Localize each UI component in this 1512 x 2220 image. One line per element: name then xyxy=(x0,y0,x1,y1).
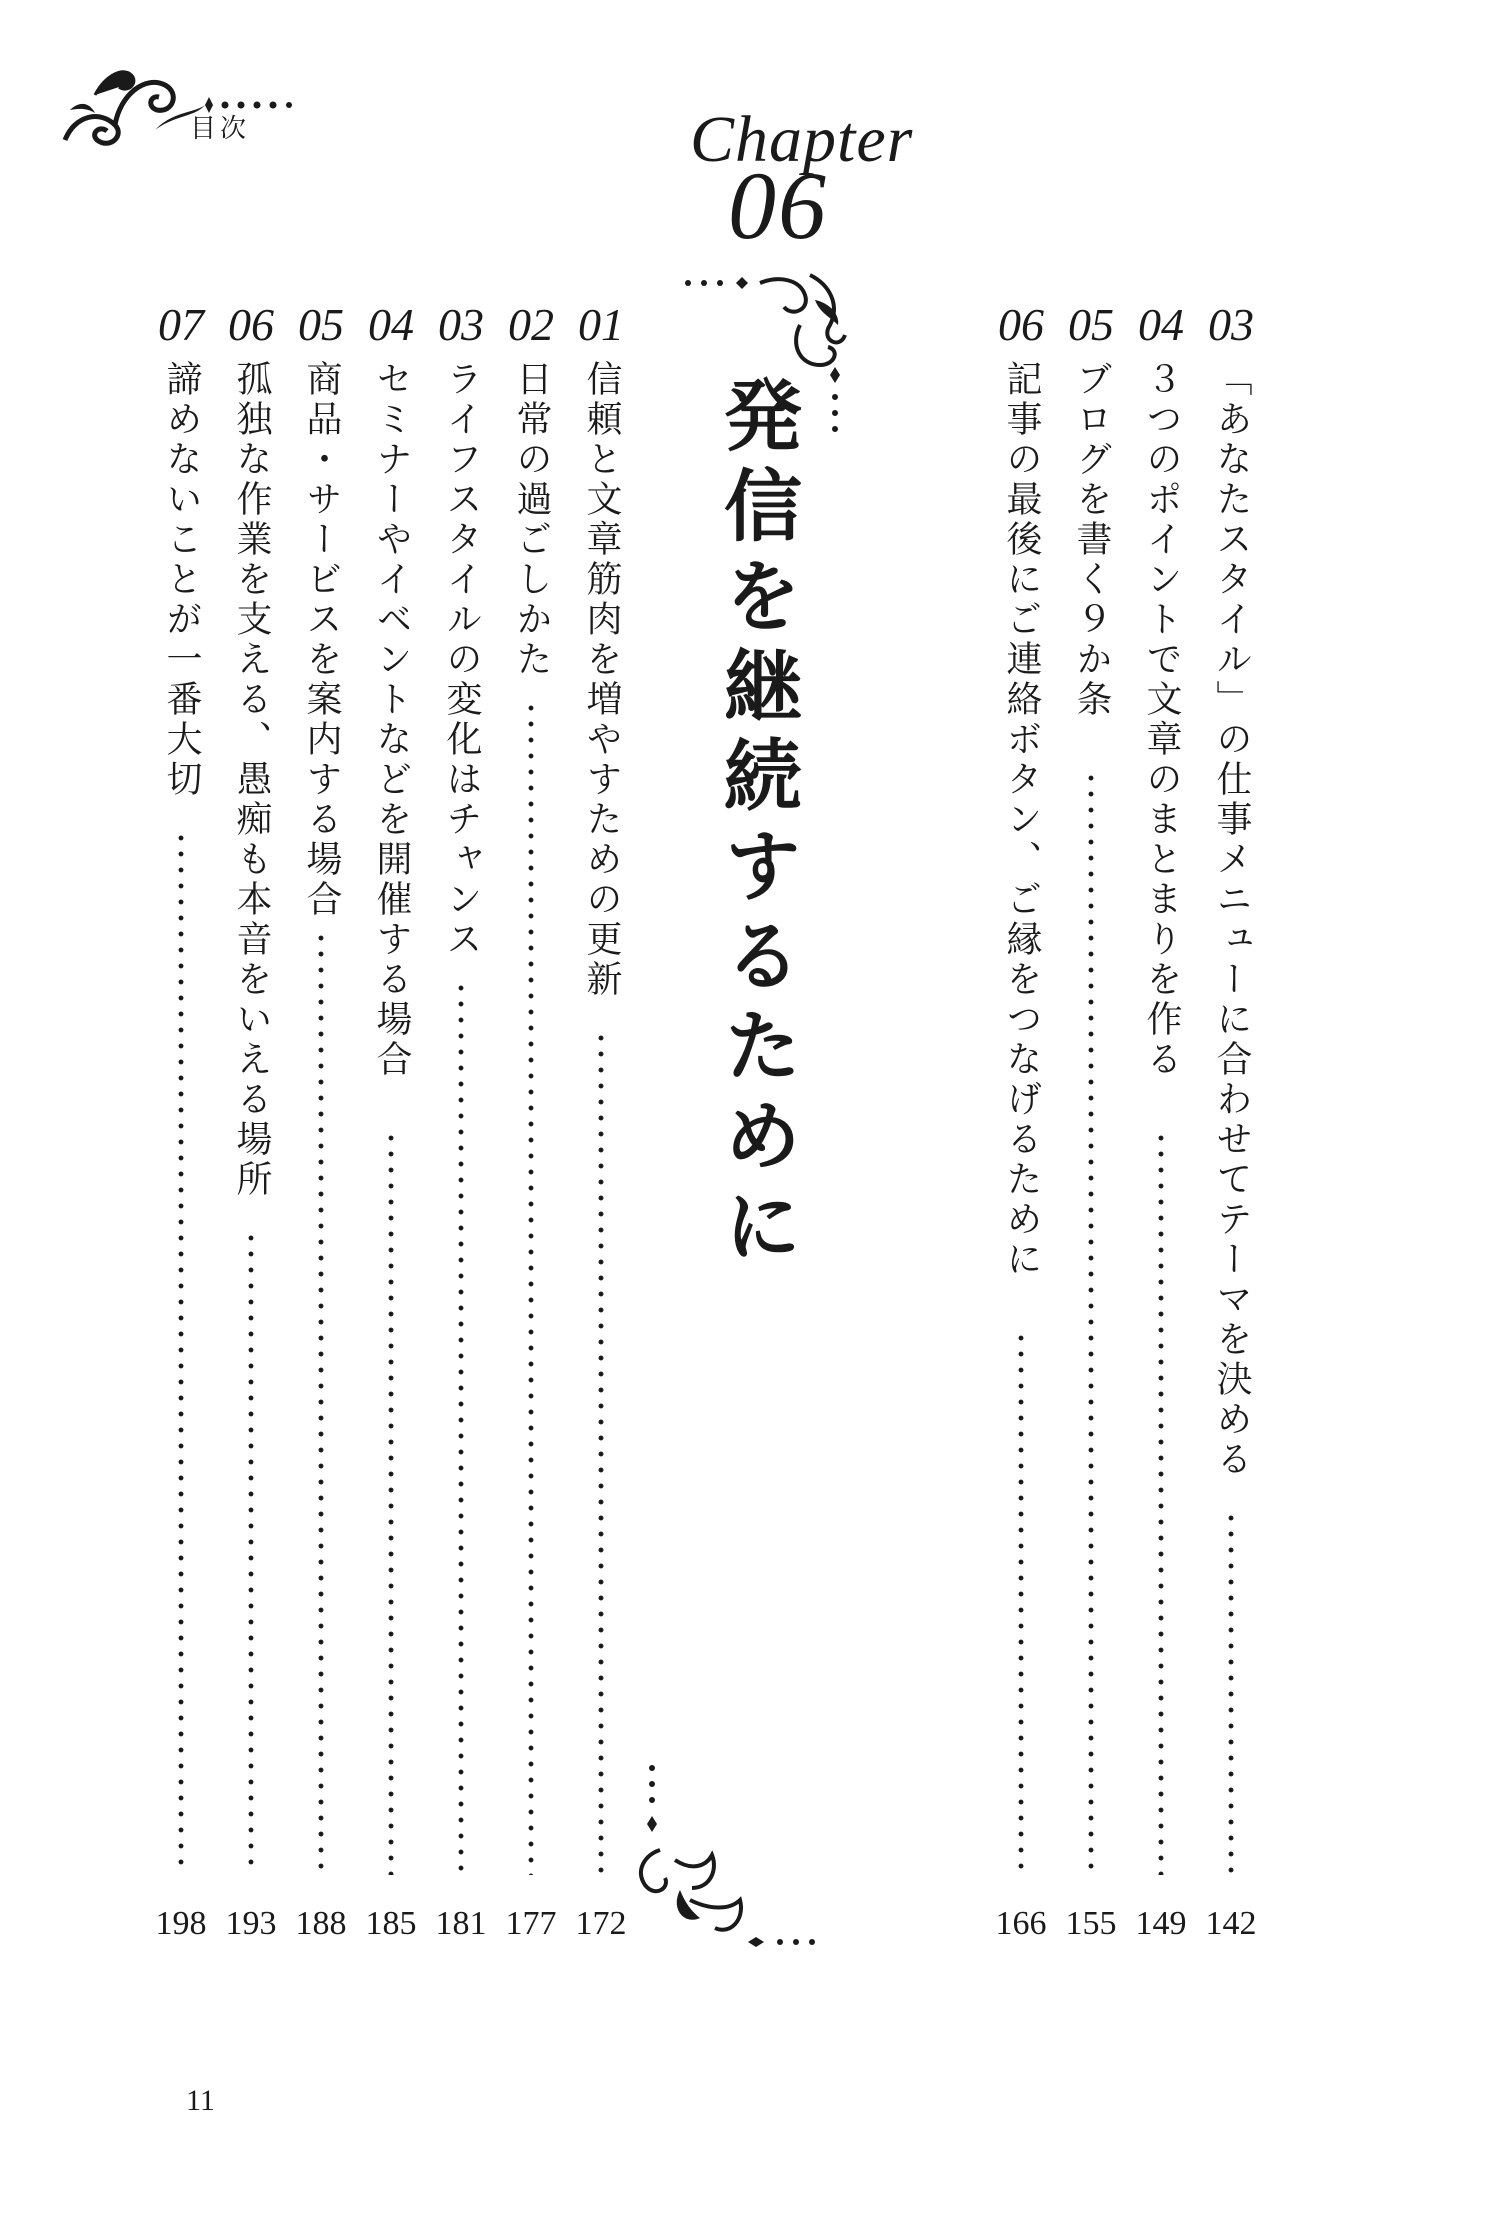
chapter-title: 発信を継続するために xyxy=(711,375,802,1275)
entry-title: ３つのポイントで文章のまとまりを作る xyxy=(1141,360,1182,1080)
header-label: 目次 xyxy=(190,114,251,144)
entry-number: 01 xyxy=(578,299,624,350)
entry-page: 166 xyxy=(995,1905,1047,1942)
entry-number: 05 xyxy=(1068,299,1114,350)
leader-dots xyxy=(1157,1130,1165,1875)
entry-title: 商品・サービスを案内する場合 xyxy=(301,360,342,920)
entry-title: 諦めないことが一番大切 xyxy=(161,360,202,800)
entry-number: 04 xyxy=(368,299,414,350)
entry-page: 188 xyxy=(295,1905,347,1942)
entry-title: ライフスタイルの変化はチャンス xyxy=(441,360,482,960)
chapter-word: Chapter xyxy=(690,103,914,176)
entry-number: 03 xyxy=(438,299,484,350)
entry-page: 142 xyxy=(1205,1905,1257,1942)
entry-page: 149 xyxy=(1135,1905,1187,1942)
entry-title: 孤独な作業を支える、愚痴も本音をいえる場所 xyxy=(231,360,272,1200)
entry-page: 198 xyxy=(155,1905,207,1942)
entry-number: 03 xyxy=(1208,299,1254,350)
leader-dots xyxy=(1017,1330,1025,1875)
entry-title: 信頼と文章筋肉を増やすための更新 xyxy=(581,360,622,1000)
entry-number: 02 xyxy=(508,299,554,350)
entry-number: 04 xyxy=(1138,299,1184,350)
leader-dots xyxy=(247,1230,255,1875)
entry-title: ブログを書く９か条 xyxy=(1071,360,1112,720)
entry-number: 05 xyxy=(298,299,344,350)
flourish-ornament-icon xyxy=(55,55,305,155)
leader-dots xyxy=(597,1030,605,1875)
entry-page: 181 xyxy=(435,1905,487,1942)
leader-dots xyxy=(527,700,535,1875)
entry-number: 06 xyxy=(998,299,1044,350)
page-number: 11 xyxy=(186,2084,215,2117)
entry-page: 155 xyxy=(1065,1905,1117,1942)
flourish-ornament-icon xyxy=(630,1760,830,1970)
entry-title: セミナーやイベントなどを開催する場合 xyxy=(371,360,412,1080)
leader-dots xyxy=(1087,770,1095,1875)
entry-page: 185 xyxy=(365,1905,417,1942)
leader-dots xyxy=(1227,1510,1235,1875)
entry-title: 記事の最後にご連絡ボタン、ご縁をつなげるために xyxy=(1001,360,1042,1280)
entry-number: 06 xyxy=(228,299,274,350)
entry-number: 07 xyxy=(158,299,204,350)
entry-title: 日常の過ごしかた xyxy=(511,360,552,680)
leader-dots xyxy=(387,1130,395,1875)
leader-dots xyxy=(317,930,325,1875)
chapter-number: 06 xyxy=(728,152,828,259)
leader-dots xyxy=(457,980,465,1875)
entry-page: 193 xyxy=(225,1905,277,1942)
entry-title: 「あなたスタイル」の仕事メニューに合わせてテーマを決める xyxy=(1211,360,1252,1480)
leader-dots xyxy=(177,830,185,1875)
entry-page: 177 xyxy=(505,1905,557,1942)
entry-page: 172 xyxy=(575,1905,627,1942)
